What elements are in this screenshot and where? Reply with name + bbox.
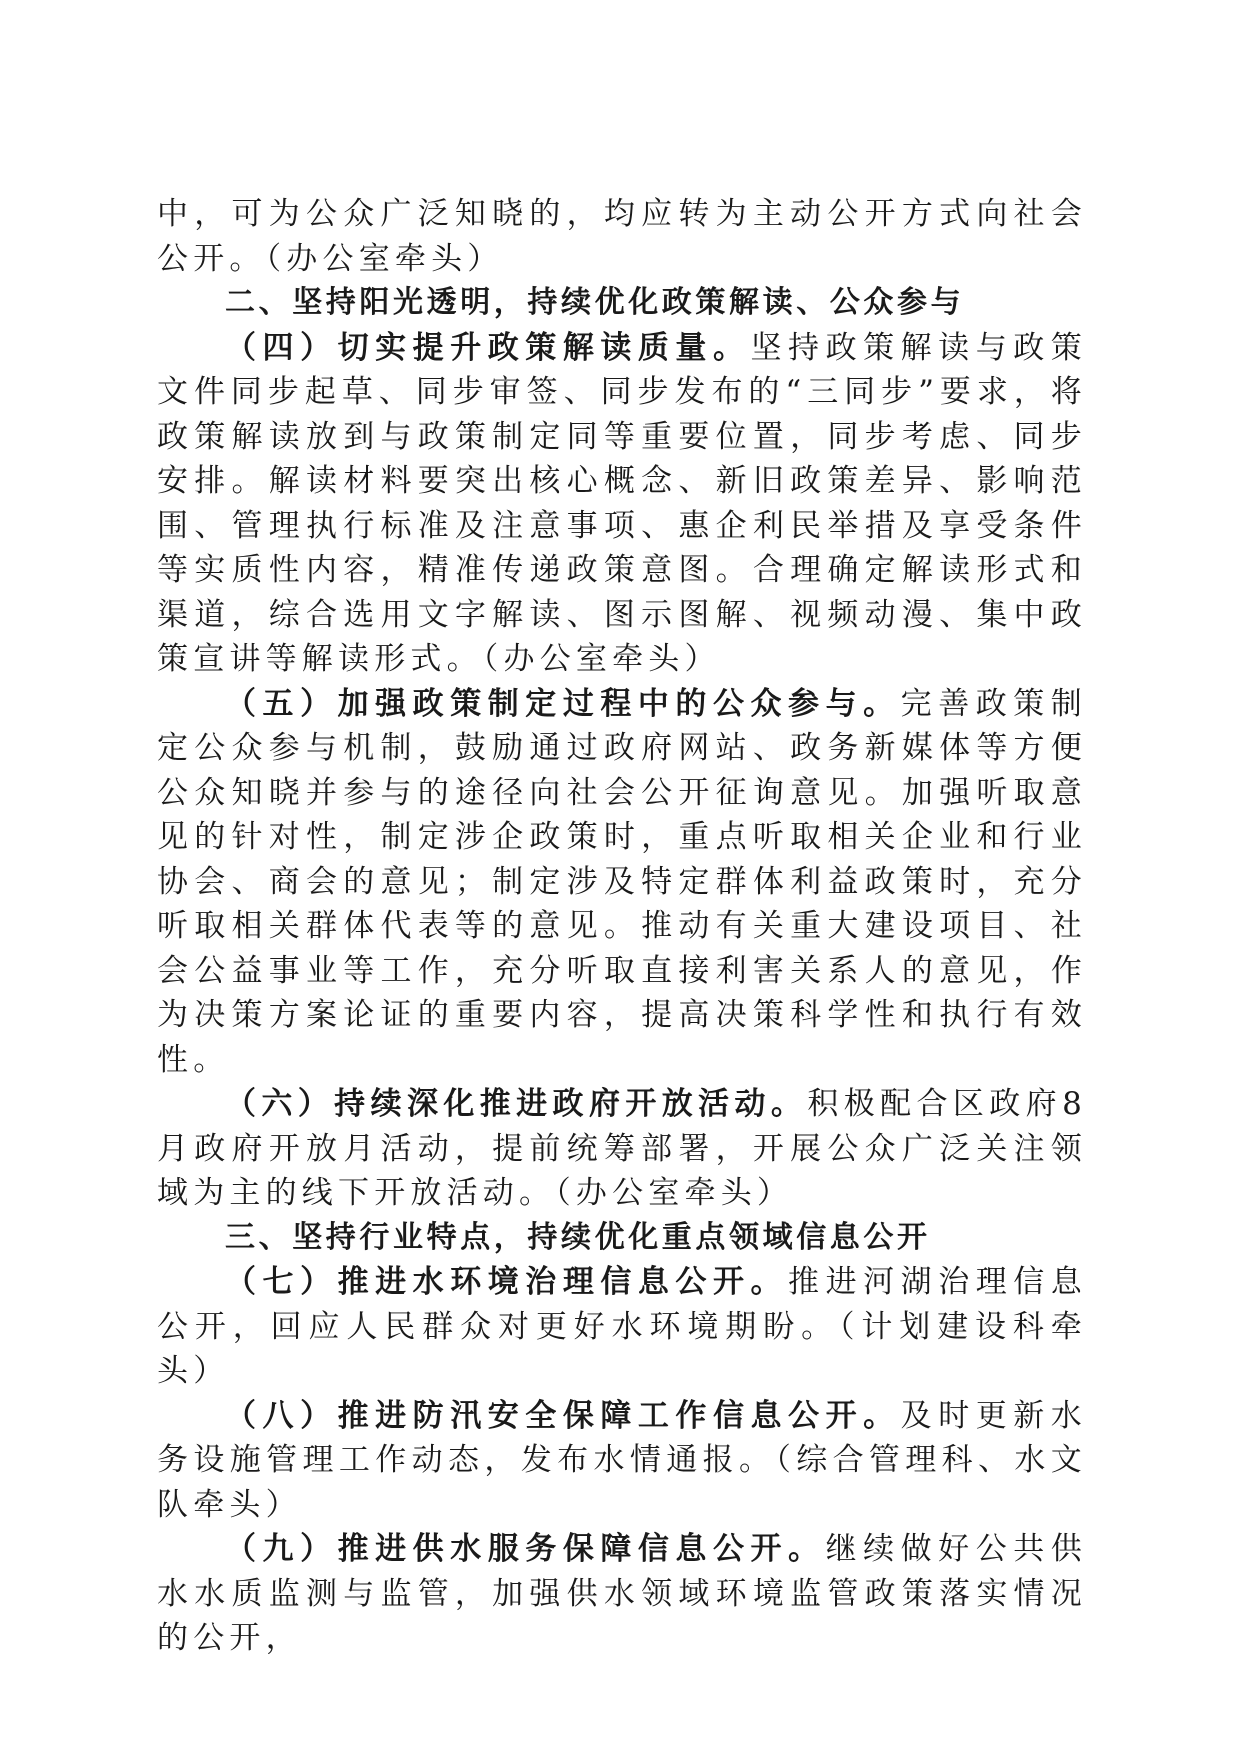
paragraph-item-7	[157, 1260, 1087, 1394]
item-4-title: （四）切实提升政策解读质量。	[225, 329, 751, 366]
paragraph-item-8	[157, 1394, 1087, 1528]
item-5-title: （五）加强政策制定过程中的公众参与。	[225, 685, 901, 722]
section-heading-3: 三、坚持行业特点，持续优化重点领域信息公开	[225, 1219, 931, 1255]
item-7-body: 推进河湖治理信息公开，回应人民群众对更好水环境期盼。（计划建设科牵头）	[157, 1264, 1087, 1389]
document-body	[157, 192, 1087, 1661]
item-9-body: 继续做好公共供水水质监测与监管，加强供水领域环境监管政策落实情况的公开，	[157, 1531, 1087, 1656]
paragraph-item-6	[157, 1082, 1087, 1216]
paragraph-item-9	[157, 1527, 1087, 1661]
item-8-title: （八）推进防汛安全保障工作信息公开。	[225, 1397, 901, 1434]
section-heading-2: 二、坚持阳光透明，持续优化政策解读、公众参与	[225, 285, 965, 320]
paragraph-continuation: 中，可为公众广泛知晓的，均应转为主动公开方式向社会公开。（办公室牵头）	[157, 196, 1087, 277]
paragraph-item-5	[157, 682, 1087, 1083]
item-8-body: 及时更新水务设施管理工作动态，发布水情通报。（综合管理科、水文队牵头）	[157, 1397, 1087, 1523]
item-7-title: （七）推进水环境治理信息公开。	[225, 1264, 789, 1300]
paragraph-item-4	[157, 326, 1087, 682]
item-5-body: 完善政策制定公众参与机制，鼓励通过政府网站、政务新媒体等方便公众知晓并参与的途径向社会公开征询意见。加强听取意见的针对性，制定涉企政策时，重点听取相关企业和行业协会、商会的意见；制定涉及特定群体利益政策时，充分听取相关群体代表等的意见。推动有关重大建设项目、社会公益事业等工作，充分听取直接利害关系人的意见，作为决策方案论证的重要内容，提高决策科学性和执行有效性。	[157, 685, 1087, 1078]
item-9-title: （九）推进供水服务保障信息公开。	[225, 1531, 826, 1567]
item-4-body: 坚持政策解读与政策文件同步起草、同步审签、同步发布的“三同步”要求，将政策解读放到与政策制定同等重要位置，同步考虑、同步安排。解读材料要突出核心概念、新旧政策差异、影响范围、管理执行标准及注意事项、惠企利民举措及享受条件等实质性内容，精准传递政策意图。合理确定解读形式和渠道，综合选用文字解读、图示图解、视频动漫、集中政策宣讲等解读形式。（办公室牵头）	[157, 329, 1087, 677]
item-6-body: 积极配合区政府8月政府开放月活动，提前统筹部署，开展公众广泛关注领域为主的线下开放活动。（办公室牵头）	[157, 1086, 1087, 1211]
item-6-title: （六）持续深化推进政府开放活动。	[225, 1086, 808, 1122]
